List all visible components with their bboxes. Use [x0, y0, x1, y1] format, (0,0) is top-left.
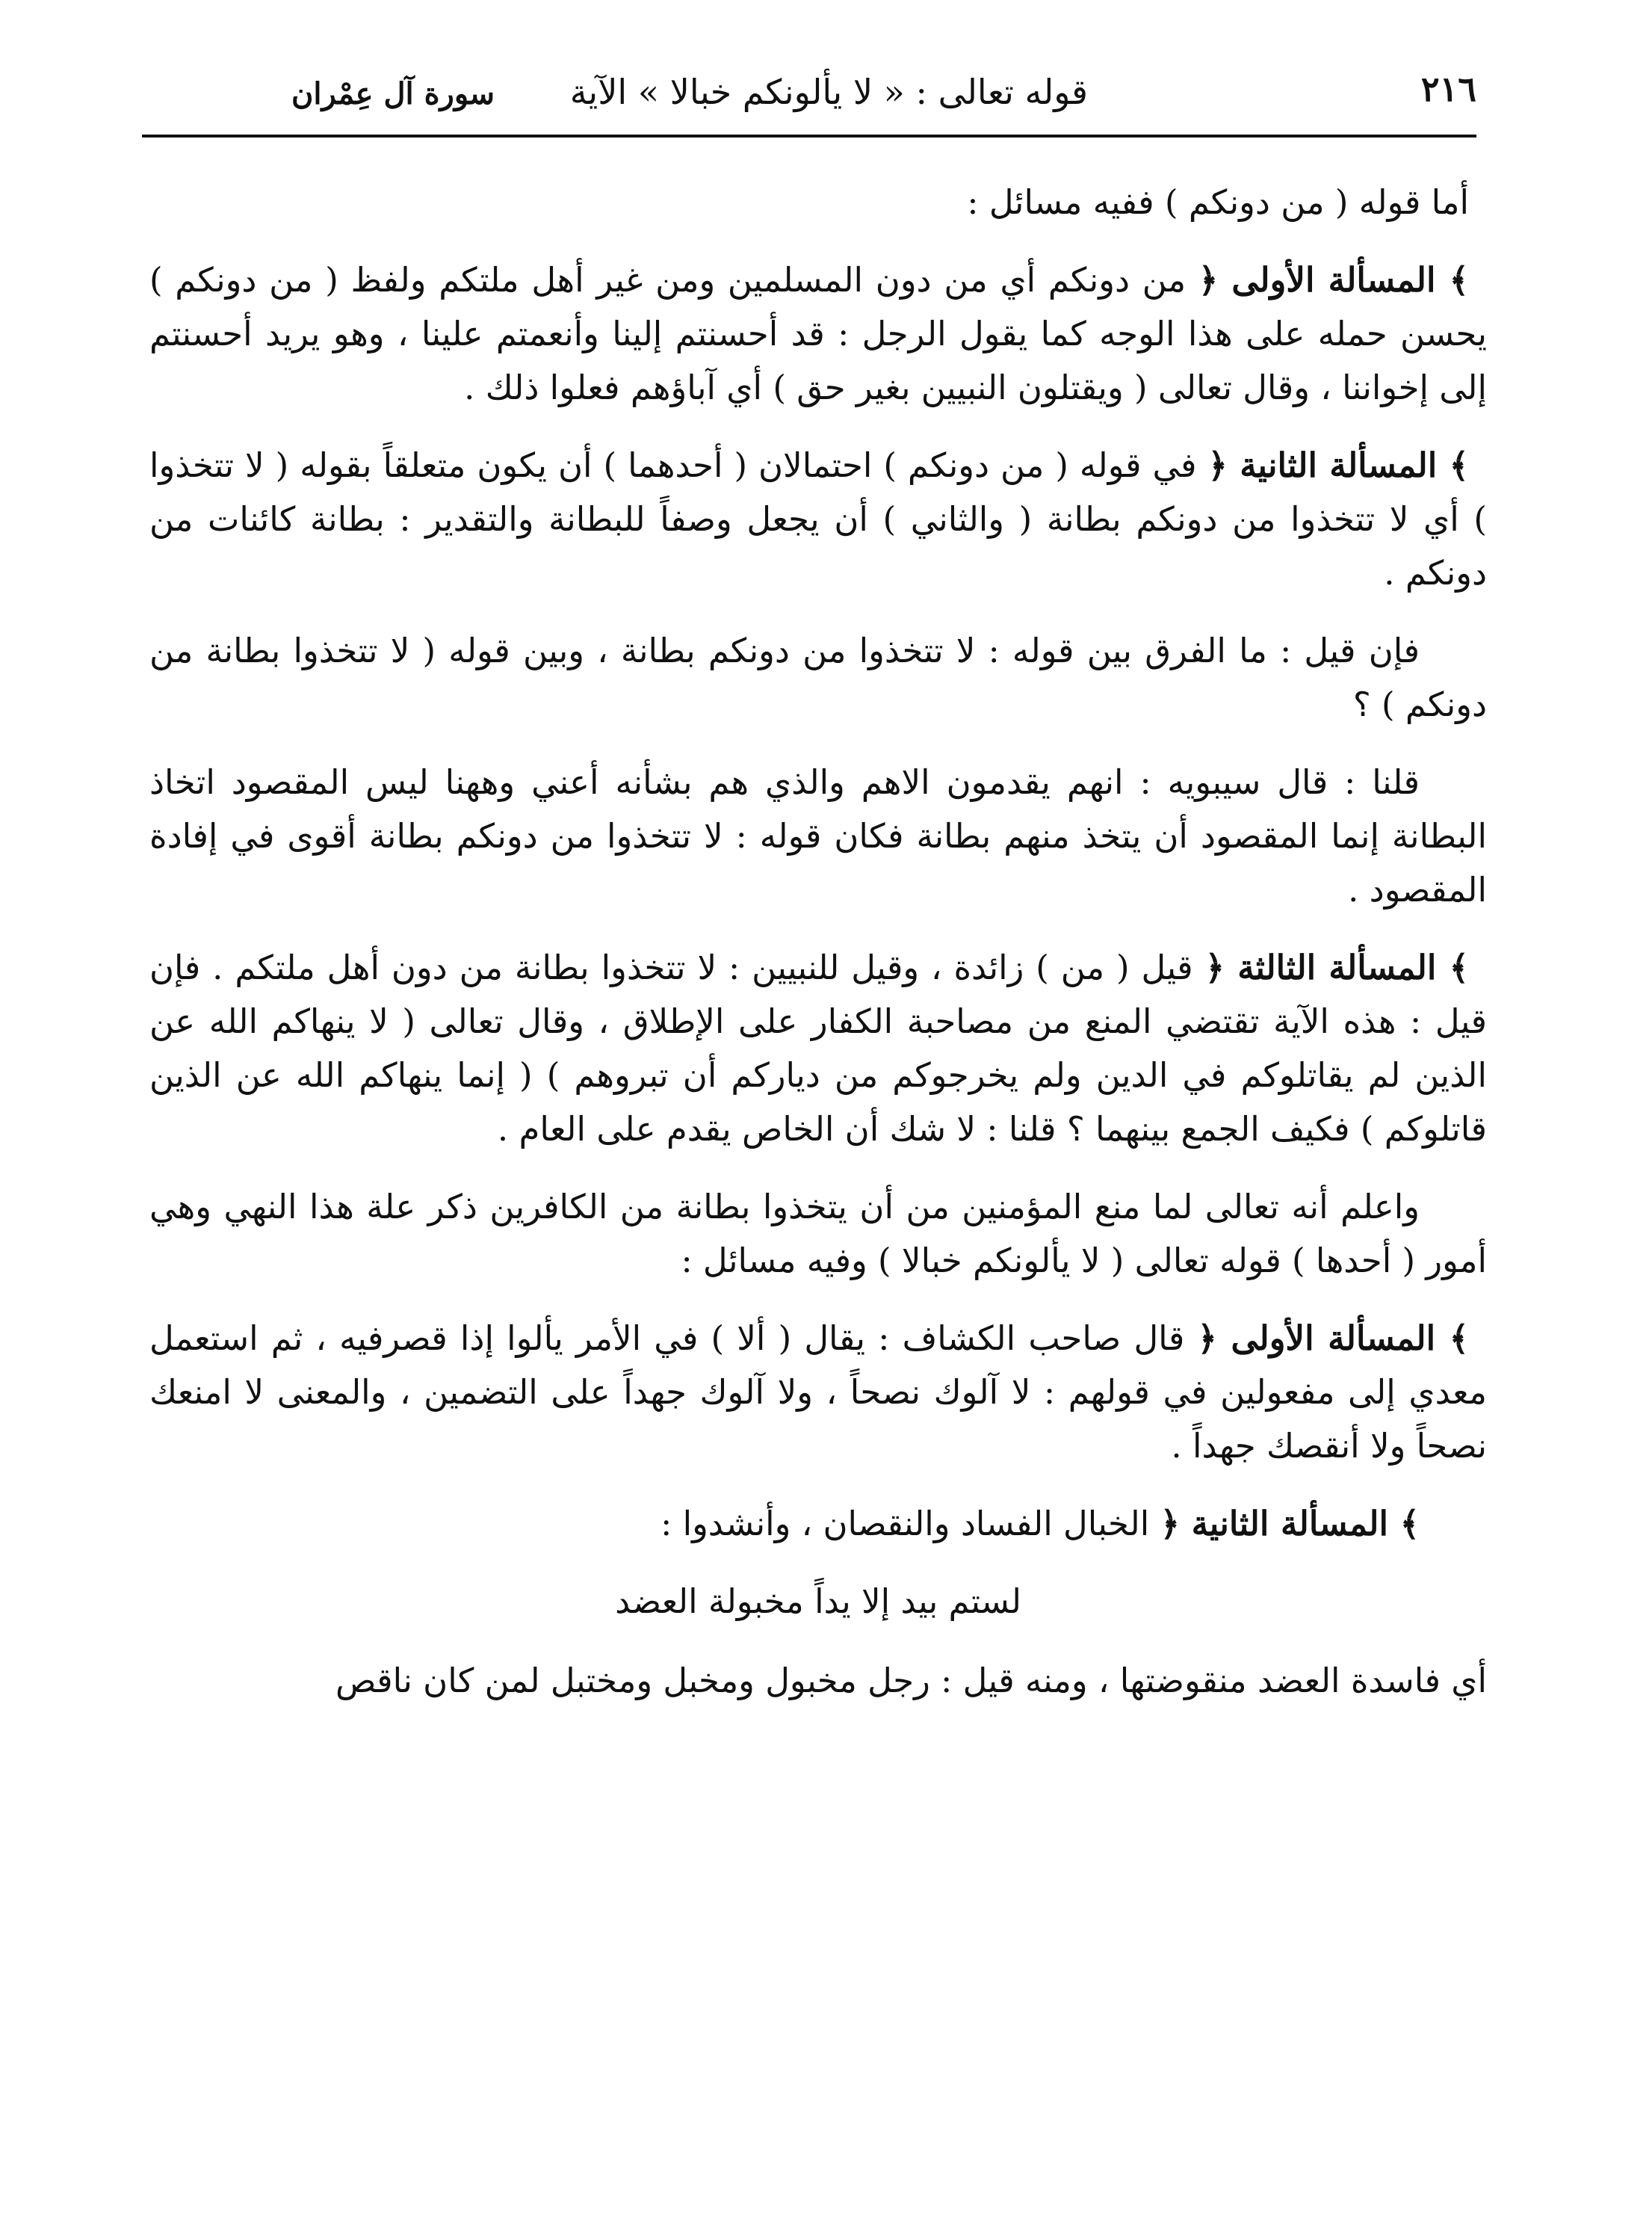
ornate-bracket-open: ﴾: [1449, 260, 1469, 300]
heading-text: المسألة الثانية: [1240, 445, 1438, 485]
section-heading: [1160, 1504, 1420, 1543]
ornate-bracket-close: ﴿: [1204, 948, 1225, 987]
paragraph: [149, 624, 1487, 732]
heading-text: المسألة الأولى: [1231, 1318, 1436, 1358]
heading-text: المسألة الثانية: [1191, 1504, 1388, 1543]
page-header: [142, 69, 1476, 127]
paragraph-text: من دونكم أي من دون المسلمين ومن غير أهل ملتكم ولفظ ( من دونكم ) يحسن حمله على هذا الوجه كما يقول الرجل : قد أحسنتم إلينا وأنعمتم علينا ، وهو يريد أحسنتم إلى إخواننا ، وقال تعالى ( ويقتلون النبيين بغير حق ) أي آباؤهم فعلوا ذلك .: [149, 260, 1487, 407]
body-text: [149, 176, 1487, 1732]
paragraph-text: قلنا : قال سيبويه : انهم يقدمون الاهم والذي هم بشأنه أعني وههنا ليس المقصود اتخاذ البطانة إنما المقصود أن يتخذ منهم بطانة فكان قوله : لا تتخذوا من دونكم بطانة أقوى في إفادة المقصود .: [149, 762, 1487, 910]
paragraph-text: الخبال الفساد والنقصان ، وأنشدوا :: [661, 1504, 1150, 1543]
paragraph-text: قال صاحب الكشاف : يقال ( ألا ) في الأمر يألوا إذا قصرفيه ، ثم استعمل معدي إلى مفعولين في قولهم : لا آلوك نصحاً ، ولا آلوك جهداً على التضمين ، والمعنى لا امنعك نصحاً ولا أنقصك جهداً .: [149, 1318, 1487, 1466]
surah-name: سورة آل عِمْران: [291, 76, 495, 111]
poetry-verse: لستم بيد إلا يداً مخبولة العضد: [615, 1581, 1021, 1621]
ornate-bracket-open: ﴾: [1399, 1504, 1420, 1543]
ornate-bracket-close: ﴿: [1160, 1504, 1180, 1543]
heading-text: المسألة الثالثة: [1237, 948, 1437, 987]
paragraph-text: في قوله ( من دونكم ) احتمالان ( أحدهما ) أن يكون متعلقاً بقوله ( لا تتخذوا ) أي لا تتخذوا من دونكم بطانة ( والثاني ) أن يجعل وصفاً للبطانة والتقدير : بطانة كائنات من دونكم .: [149, 445, 1487, 593]
ornate-bracket-open: ﴾: [1449, 948, 1469, 987]
header-rule: [142, 135, 1476, 138]
paragraph-text: قيل ( من ) زائدة ، وقيل للنبيين : لا تتخذوا بطانة من دون أهل ملتكم . فإن قيل : هذه الآية تقتضي المنع من مصاحبة الكفار على الإطلاق ، وقال تعالى ( لا ينهاكم الله عن الذين لم يقاتلوكم في الدين ولم يخرجوكم من دياركم أن تبروهم ) ( إنما ينهاكم الله عن الذين قاتلوكم ) فكيف الجمع بينهما ؟ قلنا : لا شك أن الخاص يقدم على العام .: [149, 948, 1487, 1149]
paragraph: [149, 1497, 1487, 1551]
running-title: قوله تعالى : « لا يألونكم خبالا » الآية: [569, 72, 1088, 112]
ornate-bracket-close: ﴿: [1198, 260, 1219, 300]
ornate-bracket-open: ﴾: [1449, 445, 1469, 485]
paragraph: [149, 1180, 1487, 1288]
paragraph: [149, 941, 1487, 1156]
paragraph-text: أما قوله ( من دونكم ) ففيه مسائل :: [967, 182, 1469, 222]
paragraph-text: فإن قيل : ما الفرق بين قوله : لا تتخذوا من دونكم بطانة ، وبين قوله ( لا تتخذوا بطانة من دونكم ) ؟: [149, 631, 1487, 724]
heading-text: المسألة الأولى: [1231, 260, 1436, 300]
paragraph: [149, 176, 1487, 229]
section-heading: [1198, 260, 1469, 300]
paragraph: [149, 756, 1487, 917]
paragraph: [149, 1312, 1487, 1473]
paragraph-text: أي فاسدة العضد منقوضتها ، ومنه قيل : رجل مخبول ومخبل ومختبل لمن كان ناقص: [335, 1661, 1487, 1700]
paragraph: [149, 439, 1487, 600]
ornate-bracket-close: ﴿: [1197, 1318, 1217, 1358]
section-heading: [1205, 948, 1469, 987]
paragraph: [149, 1654, 1487, 1708]
ornate-bracket-close: ﴿: [1207, 445, 1228, 485]
page-number: ٢١٦: [1420, 69, 1476, 109]
ornate-bracket-open: ﴾: [1449, 1318, 1470, 1358]
paragraph-text: واعلم أنه تعالى لما منع المؤمنين من أن يتخذوا بطانة من الكافرين ذكر علة هذا النهي وهي أمور ( أحدها ) قوله تعالى ( لا يألونكم خبالا ) وفيه مسائل :: [149, 1187, 1487, 1280]
paragraph: [149, 253, 1487, 415]
section-heading: [1198, 1318, 1469, 1358]
section-heading: [1208, 445, 1469, 485]
